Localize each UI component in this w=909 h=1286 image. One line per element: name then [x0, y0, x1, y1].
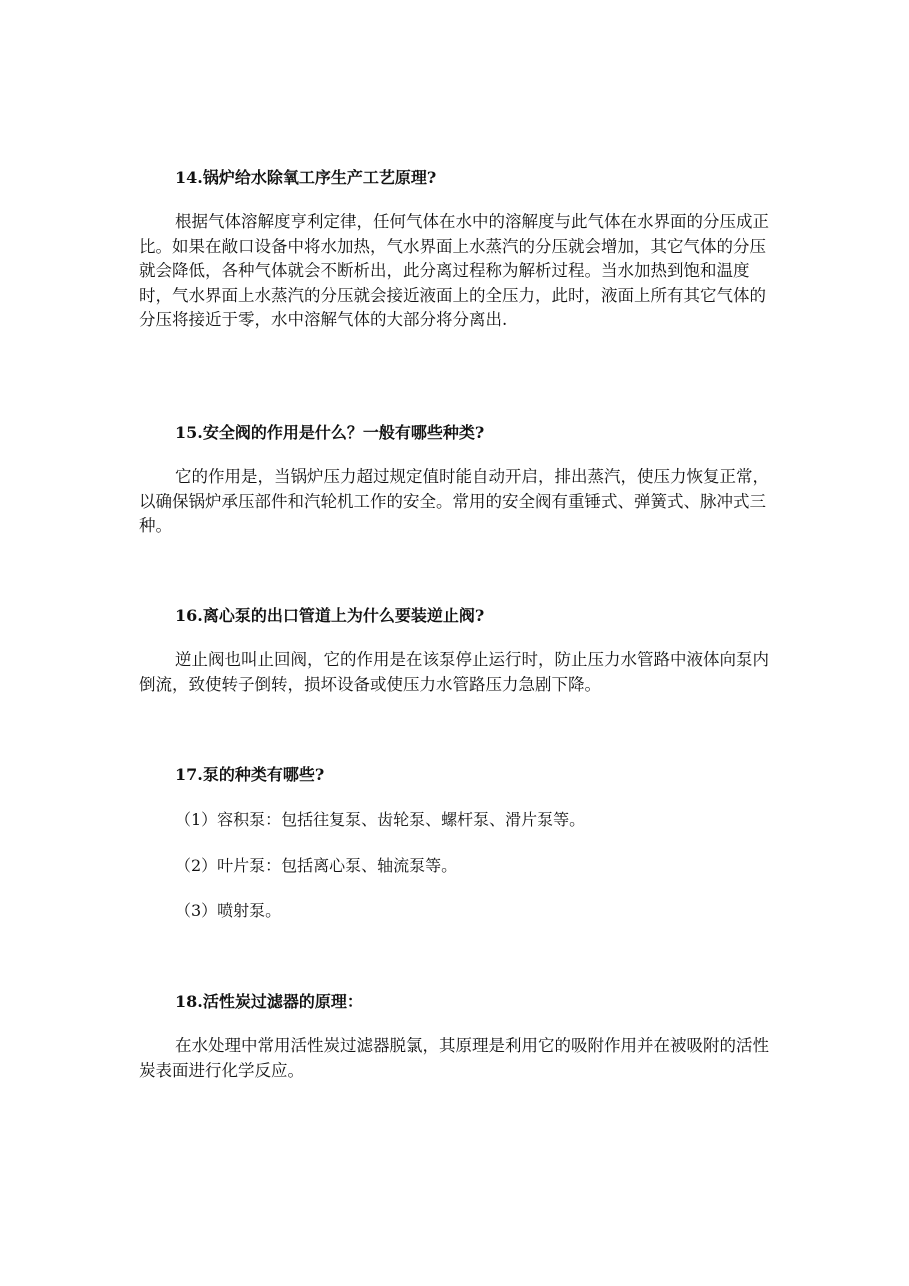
question-15-heading: 15.安全阀的作用是什么？一般有哪些种类? — [175, 423, 485, 442]
question-18-heading: 18.活性炭过滤器的原理： — [175, 992, 363, 1011]
question-17-heading: 17.泵的种类有哪些? — [175, 765, 325, 784]
list-item: （2）叶片泵：包括离心泵、轴流泵等。 — [175, 856, 458, 875]
question-16-heading: 16.离心泵的出口管道上为什么要装逆止阀? — [175, 606, 485, 625]
question-16-answer: 逆止阀也叫止回阀，它的作用是在该泵停止运行时，防止压力水管路中液体向泵内倒流，致使转子倒转，损坏设备或使压力水管路压力急剧下降。 — [139, 650, 769, 694]
question-14-heading: 14.锅炉给水除氧工序生产工艺原理? — [175, 168, 437, 187]
list-item: （3）喷射泵。 — [175, 901, 282, 920]
question-15-answer: 它的作用是，当锅炉压力超过规定值时能自动开启，排出蒸汽，使压力恢复正常，以确保锅炉承压部件和汽轮机工作的安全。常用的安全阀有重锤式、弹簧式、脉冲式三种。 — [139, 467, 769, 536]
question-14-answer: 根据气体溶解度亨利定律，任何气体在水中的溶解度与此气体在水界面的分压成正比。如果在敞口设备中将水加热，气水界面上水蒸汽的分压就会增加，其它气体的分压就会降低，各种气体就会不断析出，此分离过程称为解析过程。当水加热到饱和温度时，气水界面上水蒸汽的分压就会接近液面上的全压力，此时，液面上所有其它气体的分压将接近于零，水中溶解气体的大部分将分离出. — [139, 212, 769, 330]
list-item: （1）容积泵：包括往复泵、齿轮泵、螺杆泵、滑片泵等。 — [175, 810, 586, 829]
question-18-answer: 在水处理中常用活性炭过滤器脱氯，其原理是利用它的吸附作用并在被吸附的活性炭表面进行化学反应。 — [139, 1036, 769, 1080]
